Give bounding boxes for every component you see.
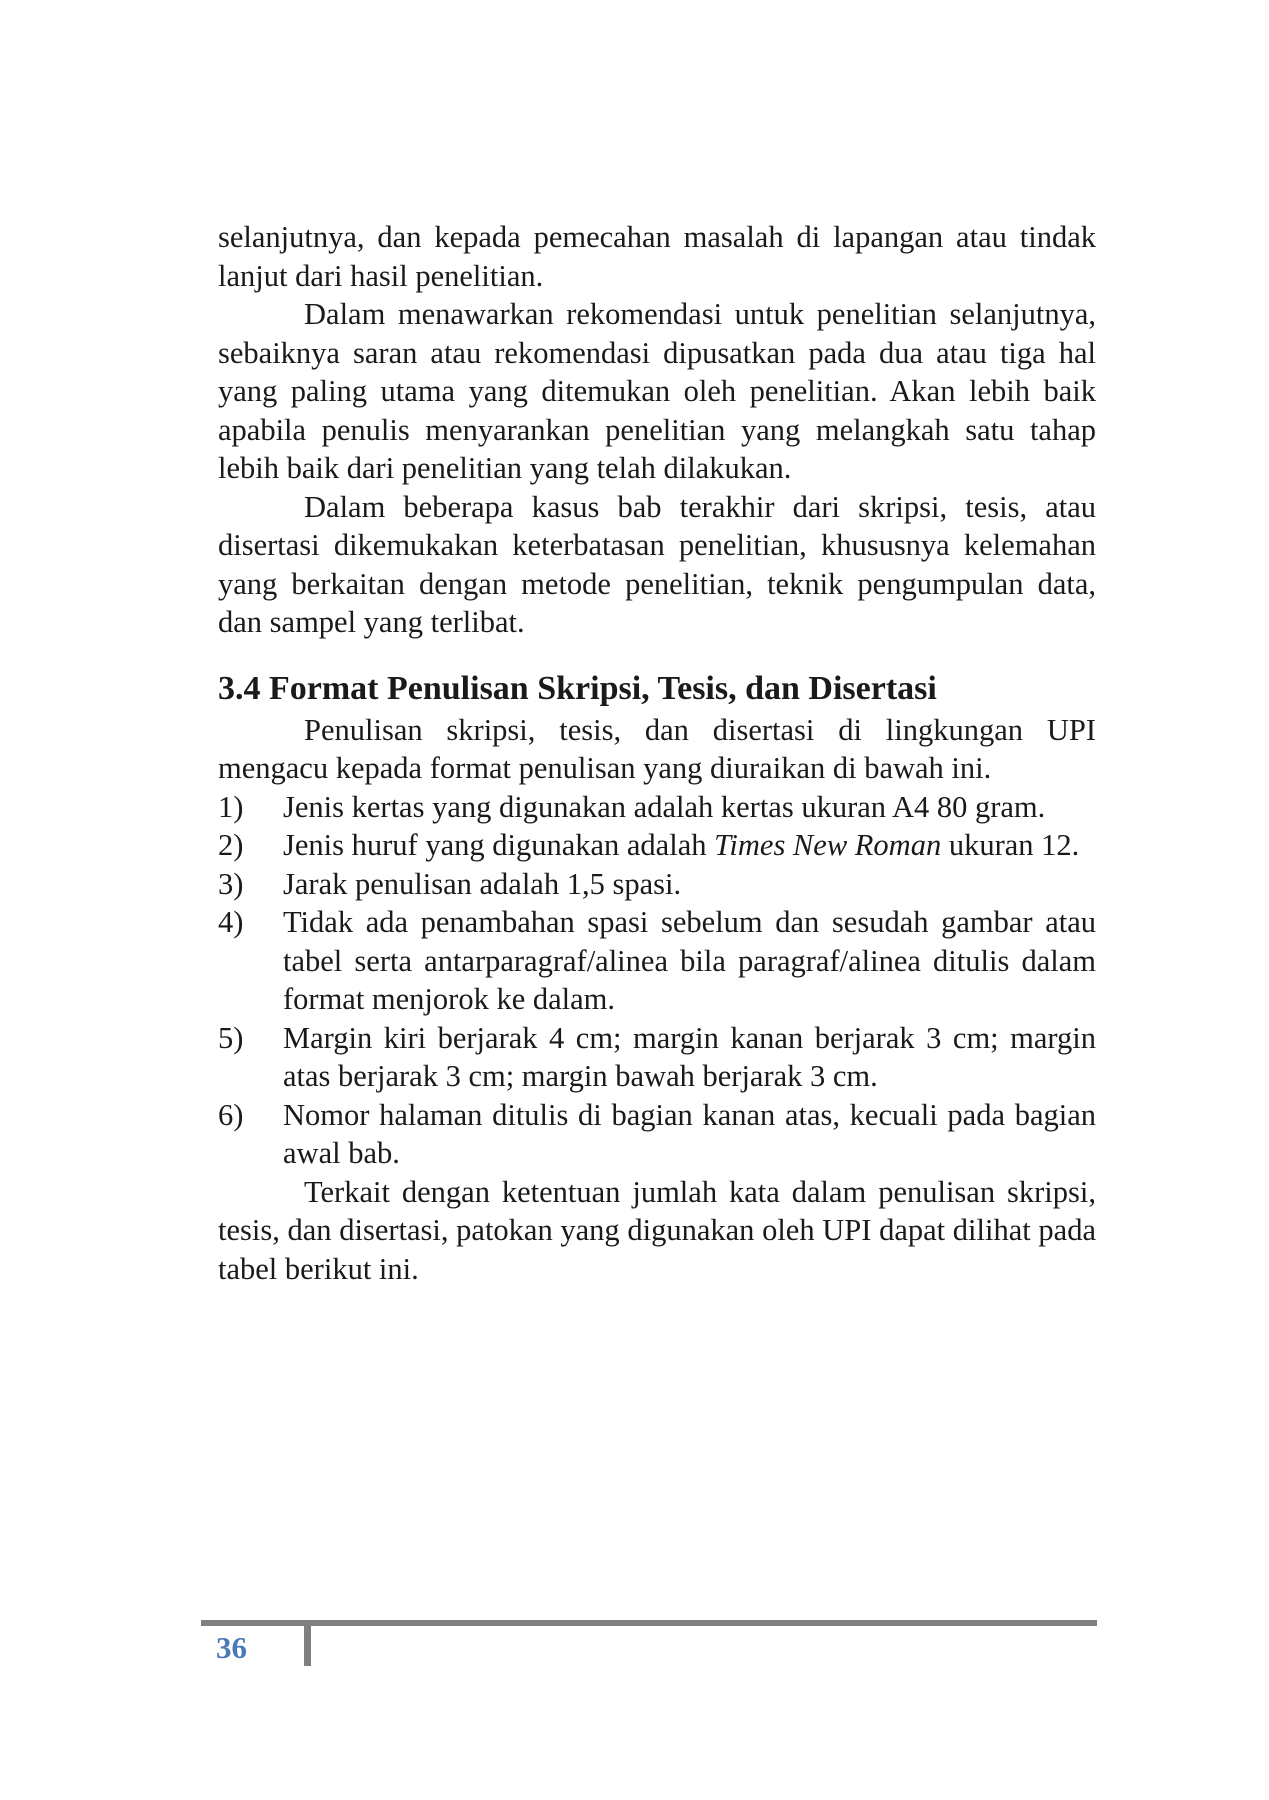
list-item-number: 5) <box>218 1020 244 1055</box>
list-item <box>218 1096 1096 1173</box>
section-heading: 3.4 Format Penulisan Skripsi, Tesis, dan Disertasi <box>218 669 937 707</box>
list-item-number: 2) <box>218 828 244 862</box>
list-item-text: Margin kiri berjarak 4 cm; margin kanan berjarak 3 cm; margin atas berjarak 3 cm; margin bawah berjarak 3 cm. <box>283 1020 1096 1093</box>
list-item-text: Jenis kertas yang digunakan adalah kertas ukuran A4 80 gram. <box>283 789 1046 824</box>
list-item-text: Nomor halaman ditulis di bagian kanan atas, kecuali pada bagian awal bab. <box>283 1097 1096 1170</box>
list-item <box>218 1019 1096 1096</box>
list-item-number: 1) <box>218 789 244 824</box>
list-item <box>218 826 1096 865</box>
list-item-number: 6) <box>218 1097 244 1132</box>
paragraph-continuation: selanjutnya, dan kepada pemecahan masalah di lapangan atau tindak lanjut dari hasil penelitian. <box>218 220 1096 293</box>
format-list <box>218 788 1096 1173</box>
section-intro: Penulisan skripsi, tesis, dan disertasi di lingkungan UPI mengacu kepada format penulisan yang diuraikan di bawah ini. <box>218 712 1096 785</box>
page-number: 36 <box>216 1630 247 1665</box>
list-item <box>218 903 1096 1019</box>
list-item <box>218 865 1096 904</box>
list-item-text-before: Jenis huruf yang digunakan adalah <box>283 828 715 862</box>
footer-divider-tick <box>304 1620 311 1666</box>
list-item-text: Tidak ada penambahan spasi sebelum dan sesudah gambar atau tabel serta antarparagraf/alinea bila paragraf/alinea ditulis dalam format menjorok ke dalam. <box>283 905 1096 1016</box>
page-body <box>218 218 1096 1288</box>
paragraph-limitations: Dalam beberapa kasus bab terakhir dari skripsi, tesis, atau disertasi dikemukakan keterbatasan penelitian, khususnya kelemahan yang berkaitan dengan metode penelitian, teknik pengumpulan data, dan sampel yang terlibat. <box>218 489 1096 639</box>
font-name-italic: Times New Roman <box>714 828 942 862</box>
list-item-text-after: ukuran 12. <box>941 828 1080 862</box>
list-item <box>218 788 1096 827</box>
paragraph-recommendation: Dalam menawarkan rekomendasi untuk penelitian selanjutnya, sebaiknya saran atau rekomendasi dipusatkan pada dua atau tiga hal yang paling utama yang ditemukan oleh penelitian. Akan lebih baik apabila penulis menyarankan penelitian yang melangkah satu tahap lebih baik dari penelitian yang telah dilakukan. <box>218 297 1096 485</box>
footer-rule <box>201 1620 1097 1626</box>
list-item-number: 4) <box>218 905 244 939</box>
list-item-text: Jarak penulisan adalah 1,5 spasi. <box>283 866 682 901</box>
list-item-number: 3) <box>218 866 244 901</box>
section-closing: Terkait dengan ketentuan jumlah kata dalam penulisan skripsi, tesis, dan disertasi, patokan yang digunakan oleh UPI dapat dilihat pada tabel berikut ini. <box>218 1174 1096 1286</box>
